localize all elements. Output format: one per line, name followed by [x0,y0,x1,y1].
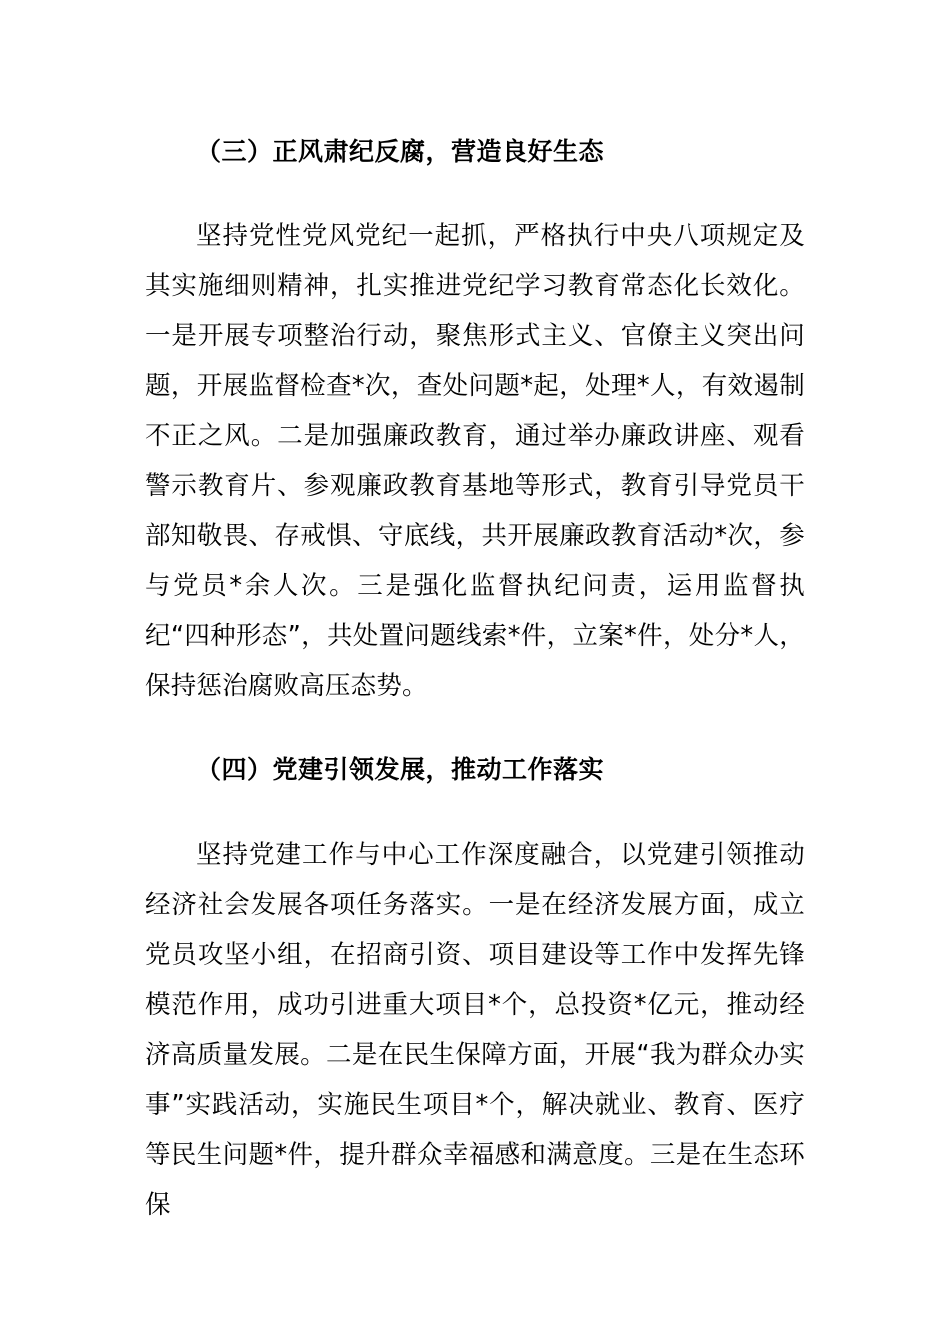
section-heading-3: （三）正风肃纪反腐，营造良好生态 [196,137,605,166]
section-paragraph-4: 坚持党建工作与中心工作深度融合，以党建引领推动经济社会发展各项任务落实。一是在经济发展方面，成立党员攻坚小组，在招商引资、项目建设等工作中发挥先锋模范作用，成功引进重大项目*个，总投资*亿元，推动经济高质量发展。二是在民生保障方面，开展“我为群众办实事”实践活动，实施民生项目*个，解决就业、教育、医疗等民生问题*件，提升群众幸福感和满意度。三是在生态环保 [145,840,805,1220]
section-paragraph-3: 坚持党性党风党纪一起抓，严格执行中央八项规定及其实施细则精神，扎实推进党纪学习教育常态化长效化。一是开展专项整治行动，聚焦形式主义、官僚主义突出问题，开展监督检查*次，查处问题*起，处理*人，有效遏制不正之风。二是加强廉政教育，通过举办廉政讲座、观看警示教育片、参观廉政教育基地等形式，教育引导党员干部知敬畏、存戒惧、守底线，共开展廉政教育活动*次，参与党员*余人次。三是强化监督执纪问责，运用监督执纪“四种形态”，共处置问题线索*件，立案*件，处分*人，保持惩治腐败高压态势。 [145,221,805,701]
section-heading-4: （四）党建引领发展，推动工作落实 [196,755,605,784]
